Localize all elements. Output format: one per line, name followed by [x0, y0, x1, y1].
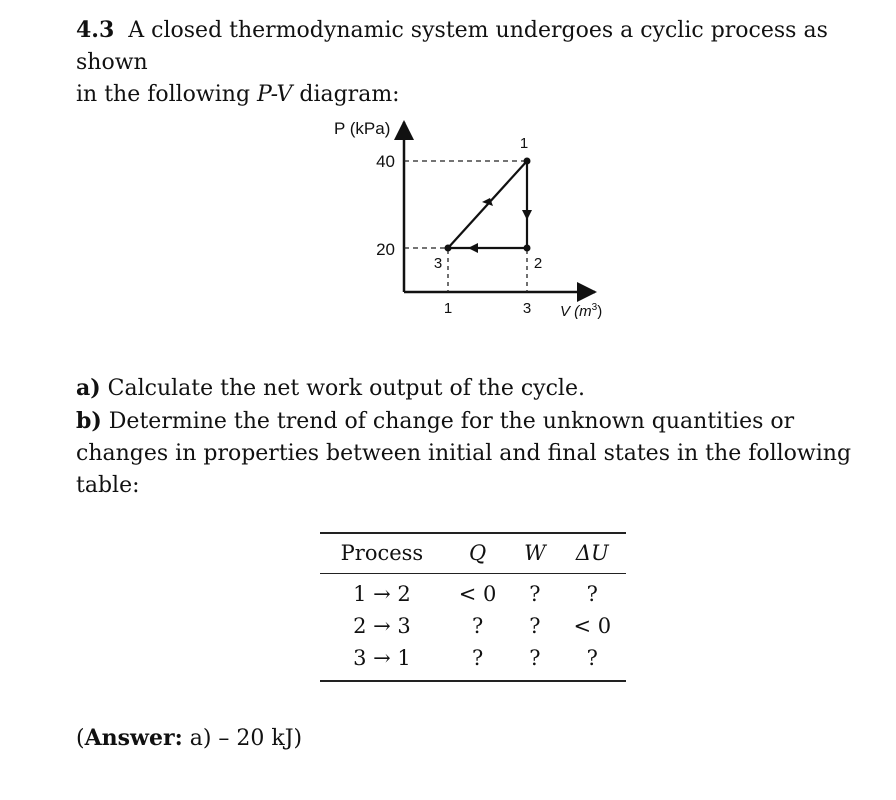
v-axis-label [560, 302, 602, 320]
cell-process: 2 → 3 [353, 614, 411, 638]
problem-statement [76, 14, 876, 111]
cell-process: 3 → 1 [353, 646, 411, 670]
v-axis-label-end: ) [597, 303, 603, 320]
question-a [76, 372, 876, 405]
question-b-text: Determine the trend of change for the unknown quantities or changes in properties between initial and final states in the following table: [76, 409, 852, 498]
answer-open: ( [76, 726, 85, 751]
table-header-row [320, 533, 626, 574]
state-2-point [524, 245, 531, 252]
cell-q: < 0 [458, 582, 497, 606]
state-2-label: 2 [533, 255, 543, 272]
problem-text-line1: A closed thermodynamic system undergoes a cyclic process as shown [76, 18, 828, 75]
process-3-1 [448, 161, 527, 248]
table-row [320, 610, 626, 642]
cell-w: ? [529, 646, 541, 670]
cell-q: ? [471, 614, 484, 638]
answer-label: Answer: [84, 725, 183, 751]
state-3-point [445, 245, 452, 252]
cell-du: ? [586, 646, 598, 670]
problem-line-2 [76, 79, 876, 111]
question-a-text: Calculate the net work output of the cycle. [107, 376, 585, 401]
problem-line-1 [76, 14, 876, 79]
v-axis-label-sup: 3 [591, 302, 598, 313]
v-tick-1: 1 [443, 300, 453, 317]
p-tick-20: 20 [376, 240, 395, 259]
answer [76, 722, 302, 755]
questions [76, 372, 876, 502]
arrow-1-2 [522, 210, 532, 220]
cell-process: 1 → 2 [353, 582, 411, 606]
cell-w: ? [529, 614, 541, 638]
header-w: W [524, 541, 546, 565]
cell-w: ? [529, 582, 541, 606]
answer-text: a) – 20 kJ) [182, 726, 303, 751]
state-3-label: 3 [433, 255, 443, 272]
problem-text-line2-b: diagram: [292, 82, 400, 107]
cell-du: ? [586, 582, 598, 606]
state-1-point [524, 158, 531, 165]
p-axis-label: P (kPa) [334, 119, 391, 138]
question-a-label: a) [76, 375, 101, 401]
v-axis-label-main: V (m [560, 303, 592, 320]
table-row [320, 642, 626, 681]
question-b-label: b) [76, 408, 102, 434]
p-tick-40: 40 [376, 152, 395, 171]
problem-text-pv: P-V [257, 82, 293, 107]
header-du: ΔU [575, 541, 609, 565]
state-1-label: 1 [519, 135, 529, 152]
problem-text-line2-a: in the following [76, 82, 258, 107]
header-q: Q [468, 541, 487, 565]
v-tick-3: 3 [522, 300, 532, 317]
table-row [320, 574, 626, 611]
cell-q: ? [471, 646, 484, 670]
process-table-wrapper [320, 532, 626, 682]
cell-du: < 0 [573, 614, 612, 638]
question-b [76, 405, 876, 502]
header-process: Process [340, 541, 424, 565]
process-table [320, 532, 626, 682]
arrow-2-3 [468, 243, 478, 253]
pv-diagram [320, 110, 620, 330]
problem-number: 4.3 [76, 17, 115, 43]
